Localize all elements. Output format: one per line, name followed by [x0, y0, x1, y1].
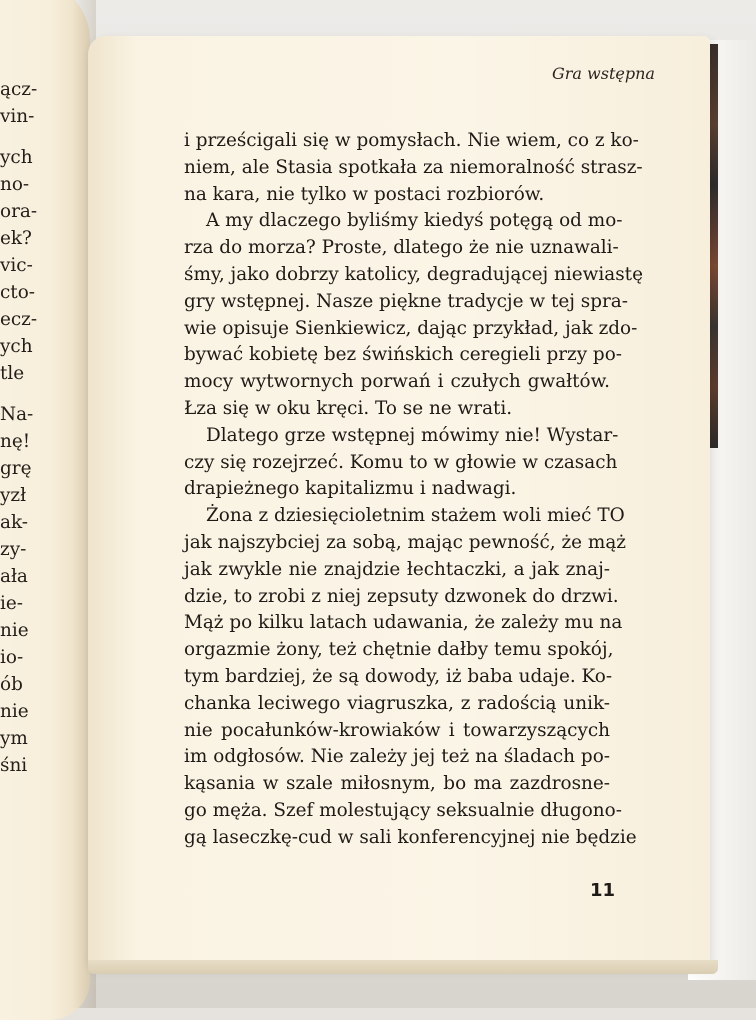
left-fragment: nie: [0, 620, 29, 641]
text-line: mocy wytwornych porwań i czułych gwałtów.: [184, 371, 610, 393]
text-line: Łza się w oku kręci. To se ne wrati.: [184, 397, 513, 419]
left-fragment: ącz-: [0, 79, 38, 100]
left-fragment: ora-: [0, 201, 38, 222]
left-fragment: nie: [0, 701, 29, 722]
left-fragment: cto-: [0, 282, 35, 303]
text-line: wie opisuje Sienkiewicz, dając przykład, jak zdo-: [184, 317, 638, 339]
left-fragment: ych: [0, 147, 33, 168]
body-text: [184, 128, 643, 852]
left-fragment: Na-: [0, 404, 34, 425]
left-fragment: vic-: [0, 255, 33, 276]
text-line: śmy, jako dobrzy katolicy, degradującej niewiastę: [184, 263, 643, 285]
left-fragment: ecz-: [0, 309, 38, 330]
left-fragment: śni: [0, 755, 28, 776]
left-fragment: grę: [0, 458, 32, 479]
text-line: Mąż po kilku latach udawania, że zależy mu na: [184, 612, 623, 634]
text-line: A my dlaczego byliśmy kiedyś potęgą od mo-: [206, 210, 623, 232]
text-line: jak najszybciej za sobą, mając pewność, że mąż: [184, 531, 626, 553]
text-line: chanka leciwego viagruszka, z radością unik-: [184, 692, 610, 714]
left-fragment: zy-: [0, 539, 27, 560]
text-line: gry wstępnej. Nasze piękne tradycje w tej spra-: [184, 290, 628, 312]
text-line: jak zwykle nie znajdzie łechtaczki, a jak znaj-: [184, 558, 610, 580]
left-fragment: ie-: [0, 593, 23, 614]
left-fragment: no-: [0, 174, 30, 195]
text-line: drapieżnego kapitalizmu i nadwagi.: [184, 478, 517, 500]
text-line: na kara, nie tylko w postaci rozbiorów.: [184, 183, 545, 205]
left-fragment: ała: [0, 566, 28, 587]
text-line: niem, ale Stasia spotkała za niemoralność strasz-: [184, 156, 643, 178]
text-line: rza do morza? Proste, dlatego że nie uznawali-: [184, 237, 619, 259]
text-line: orgazmie żony, też chętnie dałby temu spokój,: [184, 639, 614, 661]
left-fragment: vin-: [0, 106, 35, 127]
left-fragment: tle: [0, 363, 25, 384]
running-head: Gra wstępna: [552, 64, 655, 83]
text-line: Żona z dziesięcioletnim stażem woli mieć TO: [206, 505, 625, 527]
text-line: im odgłosów. Nie zależy jej też na śladach po-: [184, 746, 610, 768]
text-line: czy się rozejrzeć. Komu to w głowie w czasach: [184, 451, 618, 473]
text-line: nie pocałunków-krowiaków i towarzyszących: [184, 719, 610, 741]
page-stack-edge: [88, 960, 718, 974]
left-fragment: ak-: [0, 512, 28, 533]
left-page-text-fragments: [0, 76, 40, 779]
text-line: gą laseczkę-cud w sali konferencyjnej nie będzie: [184, 826, 637, 848]
text-line: go męża. Szef molestujący seksualnie długono-: [184, 799, 622, 821]
text-line: tym bardziej, że są dowody, iż baba udaje. Ko-: [184, 665, 613, 687]
text-line: Dlatego grze wstępnej mówimy nie! Wystar-: [206, 424, 619, 446]
left-fragment: ek?: [0, 228, 32, 249]
left-fragment: ych: [0, 336, 33, 357]
text-line: dzie, to zrobi z niej zepsuty dzwonek do drzwi.: [184, 585, 619, 607]
left-fragment: nę!: [0, 431, 31, 452]
left-fragment: yzł: [0, 485, 27, 506]
text-line: bywać kobietę bez świńskich ceregieli przy po-: [184, 344, 622, 366]
text-line: i prześcigali się w pomysłach. Nie wiem, co z ko-: [184, 130, 639, 151]
left-fragment: ym: [0, 728, 28, 749]
left-fragment: ób: [0, 674, 23, 695]
text-line: kąsania w szale miłosnym, bo ma zazdrosne-: [184, 773, 610, 795]
left-fragment: io-: [0, 647, 24, 668]
page-number: 11: [590, 880, 616, 901]
